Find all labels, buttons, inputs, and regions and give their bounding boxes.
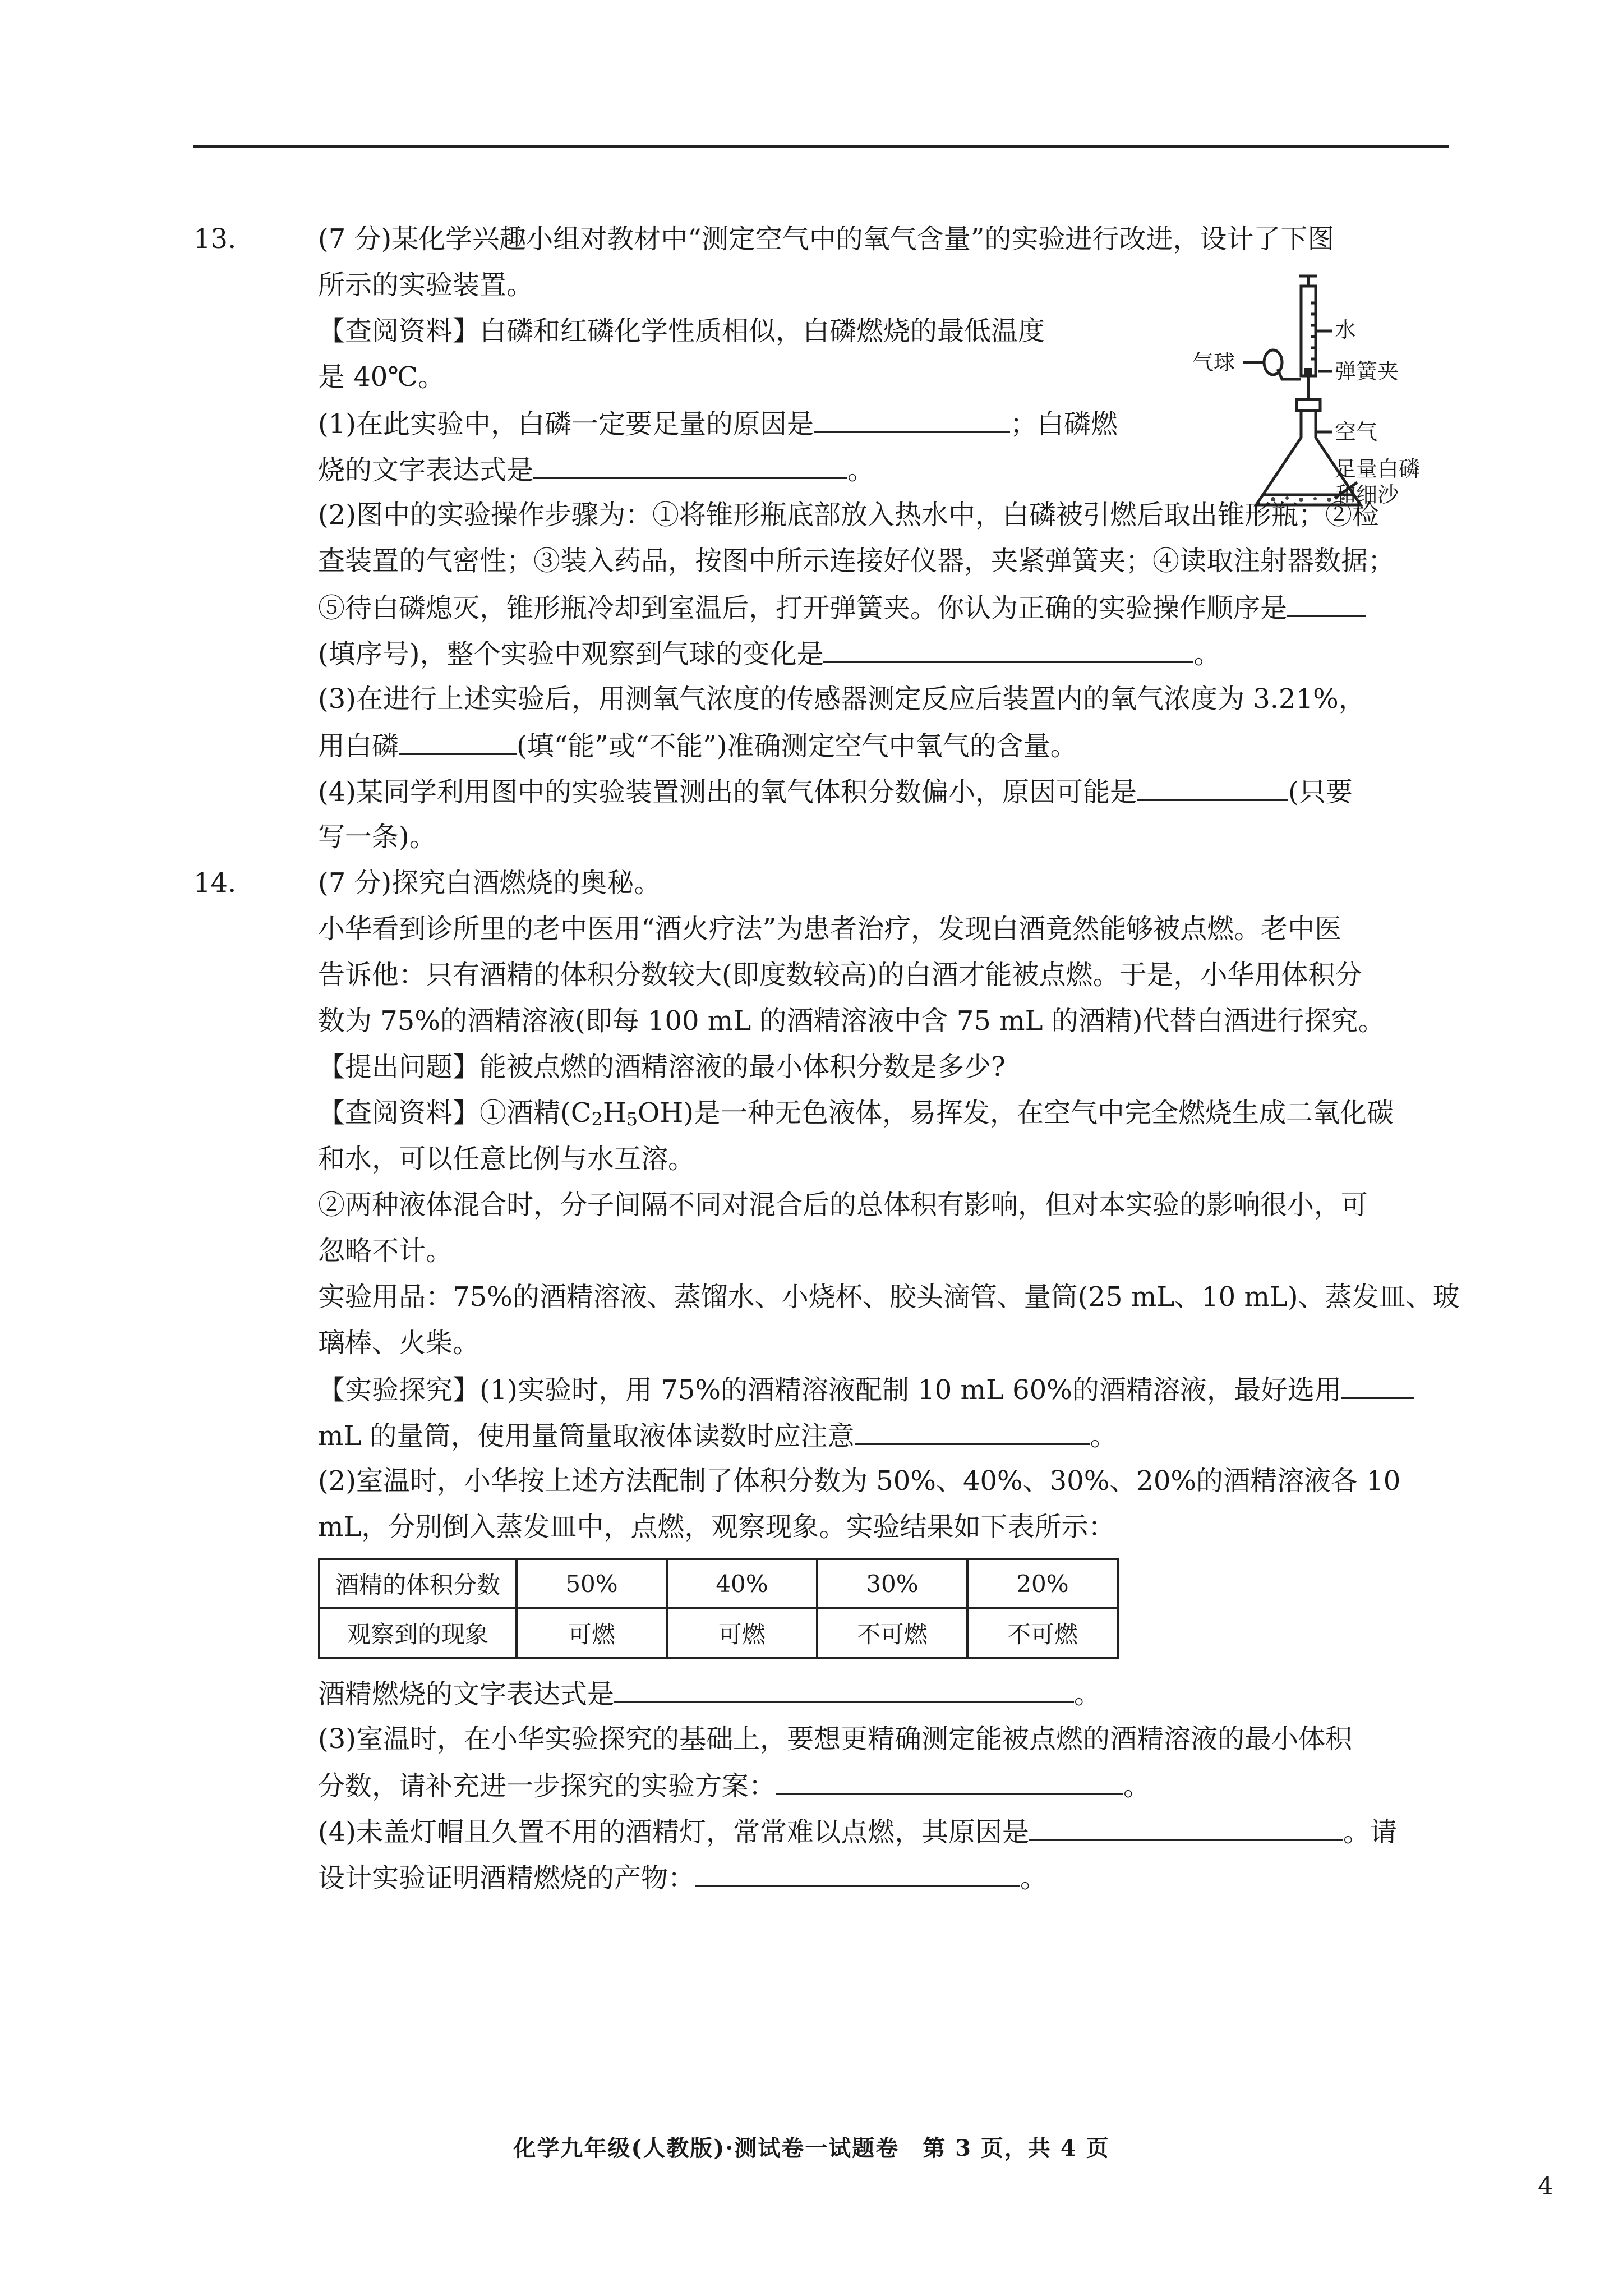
q14-part-2: (2)室温时，小华按上述方法配制了体积分数为 50%、40%、30%、20%的酒精溶液各 10 bbox=[318, 1465, 1401, 1497]
q14-line-1: 14. (7 分)探究白酒燃烧的奥秘。 bbox=[193, 860, 1438, 906]
table-cell: 不可燃 bbox=[817, 1608, 967, 1658]
q14-intro-2: 告诉他：只有酒精的体积分数较大(即度数较高)的白酒才能被点燃。于是，小华用体积分 bbox=[318, 959, 1362, 991]
table-cell: 20% bbox=[967, 1559, 1118, 1608]
q14-reference-2: ②两种液体混合时，分子间隔不同对混合后的总体积有影响，但对本实验的影响很小，可 bbox=[318, 1189, 1368, 1221]
q14-part-3: (3)室温时，在小华实验探究的基础上，要想更精确测定能被点燃的酒精溶液的最小体积 bbox=[318, 1723, 1352, 1755]
q14-part-1-cont: mL 的量筒，使用量筒量取液体读数时应注意 。 bbox=[193, 1412, 1438, 1458]
table-header-cell: 酒精的体积分数 bbox=[319, 1559, 517, 1608]
q13-line-2: 所示的实验装置。 bbox=[318, 269, 534, 301]
q13-number: 13. bbox=[193, 223, 237, 255]
answer-blank[interactable] bbox=[814, 400, 1010, 433]
results-table-wrapper bbox=[193, 1558, 1438, 1659]
label-air: 空气 bbox=[1335, 420, 1378, 444]
q14-part-3-cont: 分数，请补充进一步探究的实验方案： 。 bbox=[193, 1762, 1438, 1808]
q13-part-1-cont: 烧的文字表达式是 。 bbox=[193, 446, 1260, 492]
label-water: 水 bbox=[1335, 318, 1357, 342]
q13-line-1: 13. (7 分)某化学兴趣小组对教材中“测定空气中的氧气含量”的实验进行改进，设计了下图 bbox=[193, 216, 1438, 262]
q13-part-3-cont: 用白磷 (填“能”或“不能”)准确测定空气中氧气的含量。 bbox=[193, 722, 1438, 768]
results-table bbox=[318, 1558, 1119, 1659]
q13-part-4: (4)某同学利用图中的实验装置测出的氧气体积分数偏小，原因可能是 (只要 bbox=[193, 768, 1438, 814]
answer-blank[interactable] bbox=[533, 446, 847, 479]
answer-blank[interactable] bbox=[1029, 1808, 1343, 1841]
table-cell: 可燃 bbox=[517, 1608, 667, 1658]
page-footer: 化学九年级(人教版)·测试卷一试题卷 第 3 页，共 4 页 bbox=[513, 2135, 1110, 2161]
answer-blank[interactable] bbox=[1341, 1366, 1414, 1399]
table-cell: 50% bbox=[517, 1559, 667, 1608]
q14-intro-1: 小华看到诊所里的老中医用“酒火疗法”为患者治疗，发现白酒竟然能够被点燃。老中医 bbox=[318, 913, 1342, 945]
q13-part-1: (1)在此实验中，白磷一定要足量的原因是 ；白磷燃 bbox=[193, 400, 1260, 446]
q14-equation: 酒精燃烧的文字表达式是 。 bbox=[193, 1670, 1438, 1716]
q14-materials-cont: 璃棒、火柴。 bbox=[318, 1327, 480, 1359]
q13-part-4-cont: 写一条)。 bbox=[318, 821, 436, 853]
q13-part-3: (3)在进行上述实验后，用测氧气浓度的传感器测定反应后装置内的氧气浓度为 3.21%， bbox=[318, 683, 1366, 715]
label-sand: 和细沙 bbox=[1335, 482, 1399, 507]
label-spring-clamp: 弹簧夹 bbox=[1335, 359, 1399, 384]
answer-blank[interactable] bbox=[776, 1762, 1123, 1795]
answer-blank[interactable] bbox=[1287, 584, 1366, 617]
q13-part-2: (2)图中的实验操作步骤为：①将锥形瓶底部放入热水中，白磷被引燃后取出锥形瓶；②检 bbox=[318, 499, 1379, 531]
header-rule bbox=[193, 145, 1449, 148]
page-number: 4 bbox=[1538, 2172, 1553, 2201]
q13-part-2-balloon: (填序号)，整个实验中观察到气球的变化是 。 bbox=[193, 630, 1438, 676]
answer-blank[interactable] bbox=[614, 1670, 1074, 1703]
q14-number: 14. bbox=[193, 867, 237, 899]
q14-reference-2-cont: 忽略不计。 bbox=[318, 1235, 453, 1267]
q14-part-4: (4)未盖灯帽且久置不用的酒精灯，常常难以点燃，其原因是 。请 bbox=[193, 1808, 1438, 1854]
table-cell: 不可燃 bbox=[967, 1608, 1118, 1658]
q13-line-4: 是 40℃。 bbox=[318, 361, 445, 393]
q14-part-1: 【实验探究】(1)实验时，用 75%的酒精溶液配制 10 mL 60%的酒精溶液，最好选用 bbox=[193, 1366, 1438, 1412]
q14-part-4-cont: 设计实验证明酒精燃烧的产物： 。 bbox=[193, 1854, 1438, 1900]
q13-part-2-order: ⑤待白磷熄灭，锥形瓶冷却到室温后，打开弹簧夹。你认为正确的实验操作顺序是 bbox=[193, 584, 1438, 630]
q14-intro-3: 数为 75%的酒精溶液(即每 100 mL 的酒精溶液中含 75 mL 的酒精)代替白酒进行探究。 bbox=[318, 1005, 1385, 1037]
answer-blank[interactable] bbox=[695, 1854, 1020, 1887]
table-header-cell: 观察到的现象 bbox=[319, 1608, 517, 1658]
q13-reference-material: 【查阅资料】白磷和红磷化学性质相似，白磷燃烧的最低温度 bbox=[318, 315, 1045, 347]
q13-part-2-cont: 查装置的气密性；③装入药品，按图中所示连接好仪器，夹紧弹簧夹；④读取注射器数据； bbox=[318, 545, 1395, 577]
table-row bbox=[319, 1559, 1118, 1608]
answer-blank[interactable] bbox=[1137, 768, 1288, 801]
table-cell: 可燃 bbox=[667, 1608, 817, 1658]
label-balloon: 气球 bbox=[1192, 350, 1235, 375]
answer-blank[interactable] bbox=[855, 1412, 1090, 1445]
table-row bbox=[319, 1608, 1118, 1658]
q14-part-2-cont: mL，分别倒入蒸发皿中，点燃，观察现象。实验结果如下表所示： bbox=[318, 1511, 1115, 1543]
label-white-phosphorus: 足量白磷 bbox=[1335, 457, 1421, 481]
q14-reference-1: 【查阅资料】①酒精(C2H5OH)是一种无色液体，易挥发，在空气中完全燃烧生成二氧化碳 bbox=[318, 1097, 1394, 1130]
q14-question: 【提出问题】能被点燃的酒精溶液的最小体积分数是多少? bbox=[318, 1051, 1006, 1083]
table-cell: 30% bbox=[817, 1559, 967, 1608]
q14-materials: 实验用品：75%的酒精溶液、蒸馏水、小烧杯、胶头滴管、量筒(25 mL、10 mL)、蒸发皿、玻 bbox=[318, 1281, 1460, 1313]
answer-blank[interactable] bbox=[399, 722, 517, 755]
table-cell: 40% bbox=[667, 1559, 817, 1608]
answer-blank[interactable] bbox=[823, 630, 1193, 663]
question-content bbox=[193, 216, 1460, 1900]
q14-reference-1-cont: 和水，可以任意比例与水互溶。 bbox=[318, 1143, 695, 1175]
